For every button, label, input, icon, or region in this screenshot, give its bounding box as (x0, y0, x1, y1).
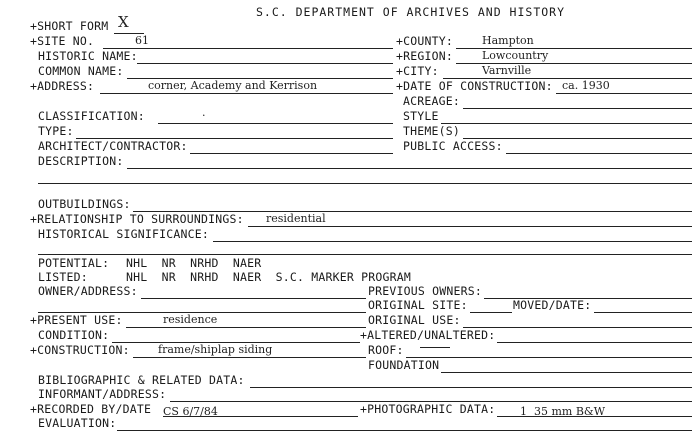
date-construction-label: +DATE OF CONSTRUCTION: (396, 79, 553, 93)
moved-date-label: MOVED/DATE: (513, 298, 592, 312)
original-site-line (470, 312, 512, 313)
potential-label: POTENTIAL: (38, 256, 110, 270)
description-label: DESCRIPTION: (38, 154, 124, 168)
outbuildings-label: OUTBUILDINGS: (38, 197, 131, 211)
description-line-1 (127, 168, 692, 169)
address-line (100, 93, 393, 94)
historic-name-label: HISTORIC NAME: (38, 49, 138, 63)
recorded-by-label: +RECORDED BY/DATE (30, 402, 152, 416)
condition-label: CONDITION: (38, 328, 110, 342)
informant-label: INFORMANT/ADDRESS: (38, 387, 167, 401)
common-name-label: COMMON NAME: (38, 64, 124, 78)
site-no-value: 61 (135, 34, 149, 47)
short-form-mark: X (118, 13, 129, 31)
altered-line (497, 342, 692, 343)
relationship-value: residential (266, 212, 326, 225)
bibliographic-line (250, 387, 692, 388)
classification-line (158, 123, 393, 124)
region-label: +REGION: (396, 49, 453, 63)
evaluation-line (117, 430, 692, 431)
construction-label: +CONSTRUCTION: (30, 343, 130, 357)
classification-value: . (202, 106, 206, 119)
original-site-label: ORIGINAL SITE: (368, 298, 468, 312)
present-use-value: residence (163, 313, 218, 326)
original-use-line (463, 327, 692, 328)
historic-name-line (137, 63, 393, 64)
owner-address-label: OWNER/ADDRESS: (38, 284, 138, 298)
acreage-line (463, 108, 692, 109)
listed-label: LISTED: (38, 270, 88, 284)
present-use-label: +PRESENT USE: (30, 313, 123, 327)
photographic-data-line (497, 416, 692, 417)
roof-mark (420, 347, 450, 348)
style-label: STYLE (403, 109, 439, 123)
form-title: S.C. DEPARTMENT OF ARCHIVES AND HISTORY (256, 5, 566, 19)
classification-label: CLASSIFICATION: (38, 109, 145, 123)
previous-owners-label: PREVIOUS OWNERS: (368, 284, 482, 298)
present-use-line (126, 327, 366, 328)
architect-label: ARCHITECT/CONTRACTOR: (38, 139, 188, 153)
theme-label: THEME(S) (403, 124, 460, 138)
photographic-data-label: +PHOTOGRAPHIC DATA: (360, 402, 496, 416)
listed-options: NHL NR NRHD NAER S.C. MARKER PROGRAM (126, 270, 411, 284)
photographic-data-value: 1 35 mm B&W (520, 405, 606, 418)
moved-date-line (594, 312, 692, 313)
historical-significance-line-2 (38, 254, 692, 255)
date-construction-line (556, 93, 692, 94)
historical-significance-line (213, 241, 692, 242)
county-label: +COUNTY: (396, 34, 453, 48)
date-construction-value: ca. 1930 (562, 79, 610, 92)
style-line (441, 123, 692, 124)
description-line-2 (38, 183, 692, 184)
relationship-label: +RELATIONSHIP TO SURROUNDINGS: (30, 212, 244, 226)
public-access-label: PUBLIC ACCESS: (403, 139, 503, 153)
region-value: Lowcountry (482, 49, 549, 62)
address-label: +ADDRESS: (30, 79, 95, 93)
bibliographic-label: BIBLIOGRAPHIC & RELATED DATA: (38, 373, 245, 387)
potential-options: NHL NR NRHD NAER (126, 256, 262, 270)
evaluation-label: EVALUATION: (38, 416, 117, 430)
foundation-line (441, 372, 692, 373)
recorded-by-value: CS 6/7/84 (163, 405, 218, 418)
original-use-label: ORIGINAL USE: (368, 313, 461, 327)
relationship-line (248, 226, 692, 227)
short-form-label: +SHORT FORM (30, 19, 109, 33)
recorded-by-line (163, 416, 358, 417)
historical-significance-label: HISTORICAL SIGNIFICANCE: (38, 227, 209, 241)
owner-address-line (141, 298, 366, 299)
construction-line (133, 357, 366, 358)
public-access-line (506, 153, 692, 154)
roof-label: ROOF: (368, 343, 404, 357)
construction-value: frame/shiplap siding (158, 343, 273, 356)
roof-line (406, 357, 692, 358)
city-label: +CITY: (396, 64, 439, 78)
type-label: TYPE: (38, 124, 74, 138)
altered-label: +ALTERED/UNALTERED: (360, 328, 496, 342)
address-value: corner, Academy and Kerrison (148, 79, 318, 92)
site-no-line (103, 48, 393, 49)
site-no-label: +SITE NO. (30, 34, 95, 48)
city-value: Varnville (482, 64, 532, 77)
county-value: Hampton (482, 34, 534, 47)
acreage-label: ACREAGE: (403, 94, 460, 108)
architect-line (190, 153, 393, 154)
foundation-label: FOUNDATION (368, 358, 440, 372)
